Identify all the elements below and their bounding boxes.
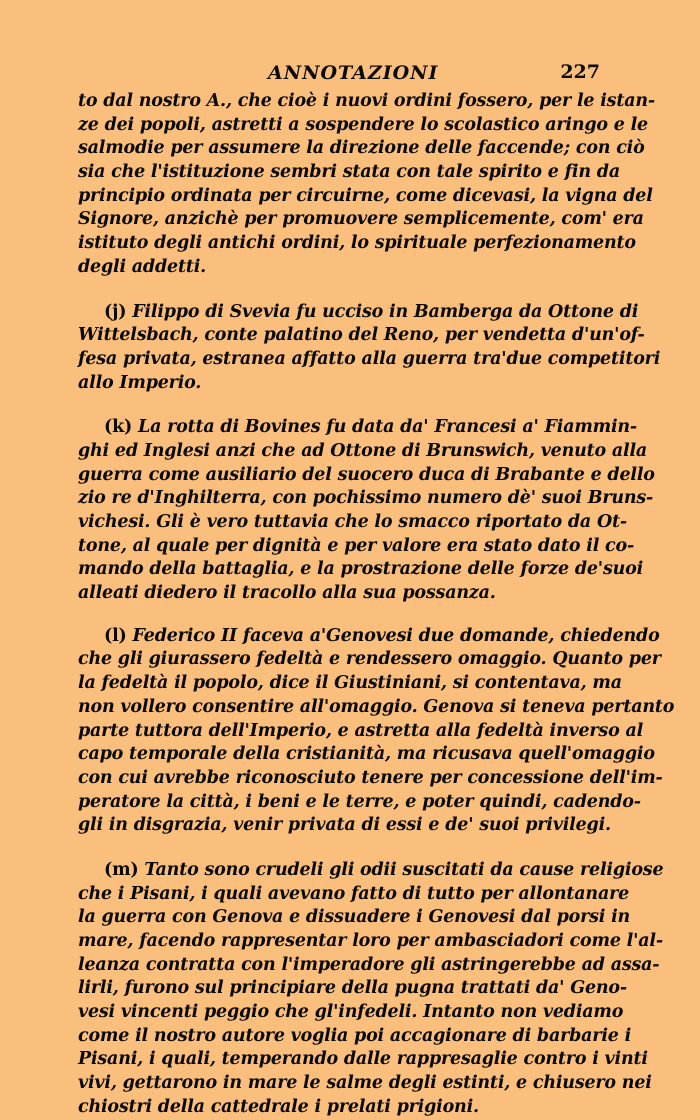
- line-text: che i Pisani, i quali avevano fatto di tutto per allontanare: [78, 883, 630, 904]
- text-line: [78, 954, 660, 978]
- text-line: [78, 1001, 624, 1025]
- line-text: zio re d'Inghilterra, con pochissimo numero dè' suoi Bruns-: [78, 488, 654, 509]
- text-line: [78, 114, 648, 138]
- text-line: [78, 487, 654, 511]
- text-line: [78, 696, 675, 720]
- paragraph-gap: [78, 280, 600, 301]
- line-text: alleati diedero il tracollo alla sua possanza.: [78, 583, 496, 604]
- text-line: [78, 1096, 600, 1120]
- text-line: [78, 625, 660, 649]
- line-text: che gli giurassero fedeltà e rendessero omaggio. Quanto per: [78, 649, 661, 670]
- text-line: [78, 301, 639, 325]
- line-text: La rotta di Bovines fu data da' Francesi a' Fiammin-: [138, 417, 637, 438]
- line-text: vivi, gettarono in mare le salme degli estinti, e chiusero nei: [78, 1073, 652, 1094]
- line-text: Filippo di Svevia fu ucciso in Bamberga da Ottone di: [132, 301, 639, 322]
- text-line: [78, 185, 653, 209]
- line-text: Pisani, i quali, temperando dalle rappresaglie contro i vinti: [78, 1049, 648, 1070]
- paragraph-gap: [78, 395, 600, 416]
- text-line: [78, 906, 631, 930]
- text-line: [78, 720, 644, 744]
- line-text: gli in disgrazia, venir privata di essi e de' suoi privilegi.: [78, 815, 611, 836]
- text-line: [78, 324, 645, 348]
- note-marker: (j): [104, 301, 127, 322]
- text-line: [78, 1048, 648, 1072]
- text-line: [78, 440, 648, 464]
- page-header: [78, 58, 600, 90]
- text-line: [78, 883, 630, 907]
- line-text: Federico II faceva a'Genovesi due domande, chiedendo: [132, 625, 660, 646]
- paragraph-gap: [78, 606, 600, 625]
- text-line: [78, 137, 645, 161]
- line-text: non vollero consentire all'omaggio. Genova si teneva pertanto: [78, 696, 675, 717]
- annotation-note: [78, 859, 664, 1120]
- line-text: Signore, anzichè per promuovere semplicemente, com' era: [78, 209, 644, 230]
- annotation-note: [78, 625, 675, 838]
- body-text: [78, 90, 675, 1120]
- continued-paragraph: [78, 90, 655, 280]
- running-head: ANNOTAZIONI: [268, 62, 439, 84]
- line-text: come il nostro autore voglia poi accagionare di barbarie i: [78, 1025, 632, 1046]
- text-line: [78, 256, 600, 280]
- line-text: capo temporale della cristianità, ma ricusava quell'omaggio: [78, 744, 655, 765]
- text-line: [78, 511, 627, 535]
- line-text: lirli, furono sul principiare della pugna trattati da' Geno-: [78, 978, 627, 999]
- text-line: [78, 1025, 632, 1049]
- text-line: [78, 416, 637, 440]
- text-line: [78, 791, 641, 815]
- text-line: [78, 161, 620, 185]
- text-line: [78, 558, 644, 582]
- annotation-note: [78, 301, 661, 396]
- note-marker: (l): [104, 625, 127, 646]
- line-text: fesa privata, estranea affatto alla guerra tra'due competitori: [78, 348, 661, 369]
- line-text: chiostri della cattedrale i prelati prigioni.: [78, 1096, 479, 1117]
- note-marker: (m): [104, 859, 139, 880]
- line-text: ghi ed Inglesi anzi che ad Ottone di Brunswich, venuto alla: [78, 440, 648, 461]
- text-line: [78, 348, 661, 372]
- line-text: la fedeltà il popolo, dice il Giustiniani, si contentava, ma: [78, 673, 622, 694]
- text-line: [78, 648, 661, 672]
- line-text: Wittelsbach, conte palatino del Reno, per vendetta d'un'of-: [78, 325, 645, 346]
- text-line: [78, 859, 664, 883]
- line-text: vesi vincenti peggio che gl'infedeli. Intanto non vediamo: [78, 1002, 624, 1023]
- page-number: 227: [560, 61, 600, 83]
- text-line: [78, 208, 644, 232]
- book-page: [78, 58, 675, 1117]
- line-text: sia che l'istituzione sembri stata con tale spirito e fin da: [78, 162, 620, 183]
- text-line: [78, 232, 636, 256]
- text-line: [78, 535, 635, 559]
- line-text: to dal nostro A., che cioè i nuovi ordini fossero, per le istan-: [78, 91, 655, 111]
- line-text: principio ordinata per circuirne, come dicevasi, la vigna del: [78, 185, 653, 206]
- line-text: mare, facendo rappresentar loro per ambasciadori come l'al-: [78, 931, 663, 951]
- text-line: [78, 1072, 652, 1096]
- text-line: [78, 464, 655, 488]
- line-text: degli addetti.: [78, 256, 207, 277]
- line-text: con cui avrebbe riconosciuto tenere per concessione dell'im-: [78, 767, 663, 788]
- text-line: [78, 90, 655, 114]
- line-text: leanza contratta con l'imperadore gli astringerebbe ad assa-: [78, 954, 660, 975]
- text-line: [78, 582, 600, 606]
- text-line: [78, 372, 600, 396]
- line-text: la guerra con Genova e dissuadere i Genovesi dal porsi in: [78, 907, 631, 928]
- text-line: [78, 814, 611, 838]
- line-text: parte tuttora dell'Imperio, e astretta alla fedeltà inverso al: [78, 720, 644, 741]
- line-text: tone, al quale per dignità e per valore era stato dato il co-: [78, 535, 635, 556]
- annotation-note: [78, 416, 655, 606]
- text-line: [78, 767, 663, 791]
- line-text: salmodie per assumere la direzione delle faccende; con ciò: [78, 138, 645, 159]
- text-line: [78, 977, 627, 1001]
- text-line: [78, 743, 655, 767]
- line-text: mando della battaglia, e la prostrazione delle forze de'suoi: [78, 559, 644, 580]
- line-text: peratore la città, i beni e le terre, e poter quindi, cadendo-: [78, 791, 641, 812]
- line-text: allo Imperio.: [78, 372, 202, 393]
- line-text: Tanto sono crudeli gli odii suscitati da cause religiose: [144, 859, 664, 880]
- line-text: vichesi. Gli è vero tuttavia che lo smacco riportato da Ot-: [78, 512, 627, 532]
- note-marker: (k): [104, 417, 133, 438]
- paragraph-gap: [78, 838, 600, 859]
- text-line: [78, 672, 622, 696]
- text-line: [78, 930, 663, 954]
- line-text: guerra come ausiliario del suocero duca di Brabante e dello: [78, 464, 655, 485]
- line-text: ze dei popoli, astretti a sospendere lo scolastico aringo e le: [78, 114, 648, 135]
- line-text: istituto degli antichi ordini, lo spirituale perfezionamento: [78, 233, 636, 254]
